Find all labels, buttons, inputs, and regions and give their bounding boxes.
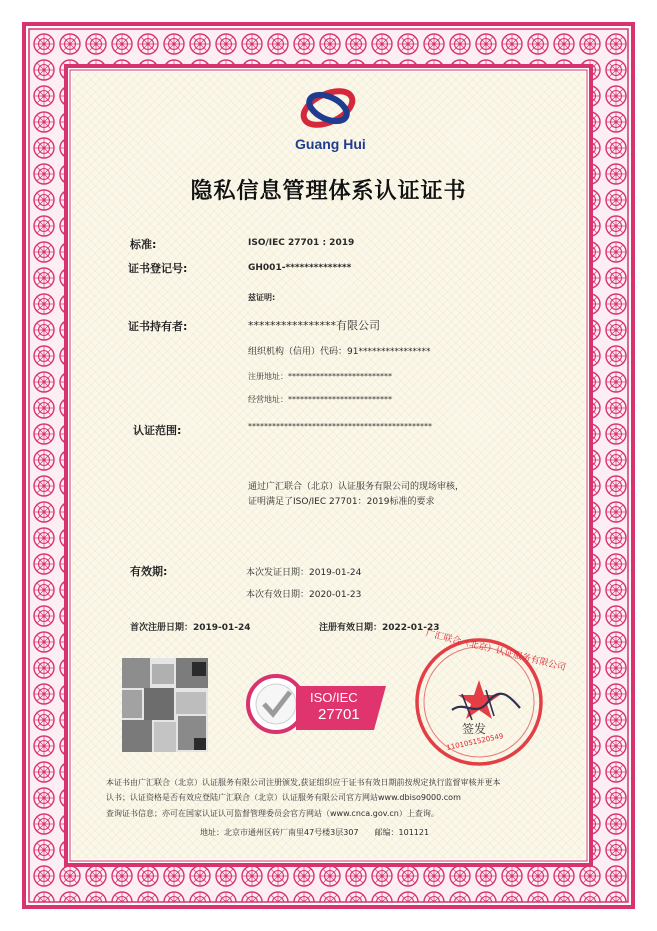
issue-date: 本次发证日期：2019-01-24: [246, 568, 362, 578]
qr-code-icon: [122, 658, 208, 752]
holder-label: 证书持有者:: [128, 320, 188, 333]
footer-line-3: 查询证书信息；亦可在国家认证认可监督管理委员会官方网站（www.cnca.gov.cn）上查询。: [106, 809, 439, 818]
reg-no-value: GH001-**************: [248, 263, 352, 273]
registered-address: 注册地址：**************************: [248, 372, 392, 381]
guang-hui-logo-icon: [295, 84, 361, 134]
statement-line-1: 通过广汇联合（北京）认证服务有限公司的现场审核，: [248, 482, 465, 492]
scope-label: 认证范围:: [133, 424, 182, 437]
iso-badge-line-2: 27701: [318, 706, 360, 723]
footer-address: 地址：北京市通州区砖厂南里47号楼3层307 邮编：101121: [200, 828, 430, 837]
iso-badge-line-1: ISO/IEC: [310, 690, 358, 705]
footer-line-2: 认书；认证资格是否有效应登陆广汇联合（北京）认证服务有限公司官方网站www.dbiso9000.com: [106, 793, 461, 802]
certify-note: 兹证明:: [248, 293, 276, 302]
valid-date: 本次有效日期：2020-01-23: [246, 590, 362, 600]
statement-line-2: 证明满足了ISO/IEC 27701：2019标准的要求: [248, 497, 435, 507]
seal-number: 1101051520549: [445, 732, 505, 752]
certificate-title: 隐私信息管理体系认证证书: [190, 179, 467, 204]
first-registration-date: 首次注册日期：2019-01-24: [130, 623, 251, 633]
seal-text: 广汇联合（北京）认证服务有限公司: [424, 628, 567, 674]
operating-address: 经营地址：**************************: [248, 395, 392, 404]
validity-label: 有效期:: [130, 565, 168, 578]
holder-name: ****************有限公司: [248, 319, 380, 332]
logo-brand-text: Guang Hui: [295, 136, 366, 152]
footer-line-1: 本证书由广汇联合（北京）认证服务有限公司注册颁发,获证组织应于证书有效日期前按规定执行监督审核并更本: [106, 778, 501, 787]
scope-value: **********************************************: [248, 422, 432, 431]
signature-label: 签发: [462, 722, 487, 736]
reg-no-label: 证书登记号:: [128, 262, 188, 275]
standard-value: ISO/IEC 27701 : 2019: [248, 238, 355, 248]
standard-label: 标准:: [130, 238, 157, 251]
registration-valid-date: 注册有效日期：2022-01-23: [319, 623, 440, 633]
org-code: 组织机构（信用）代码：91****************: [248, 347, 431, 357]
